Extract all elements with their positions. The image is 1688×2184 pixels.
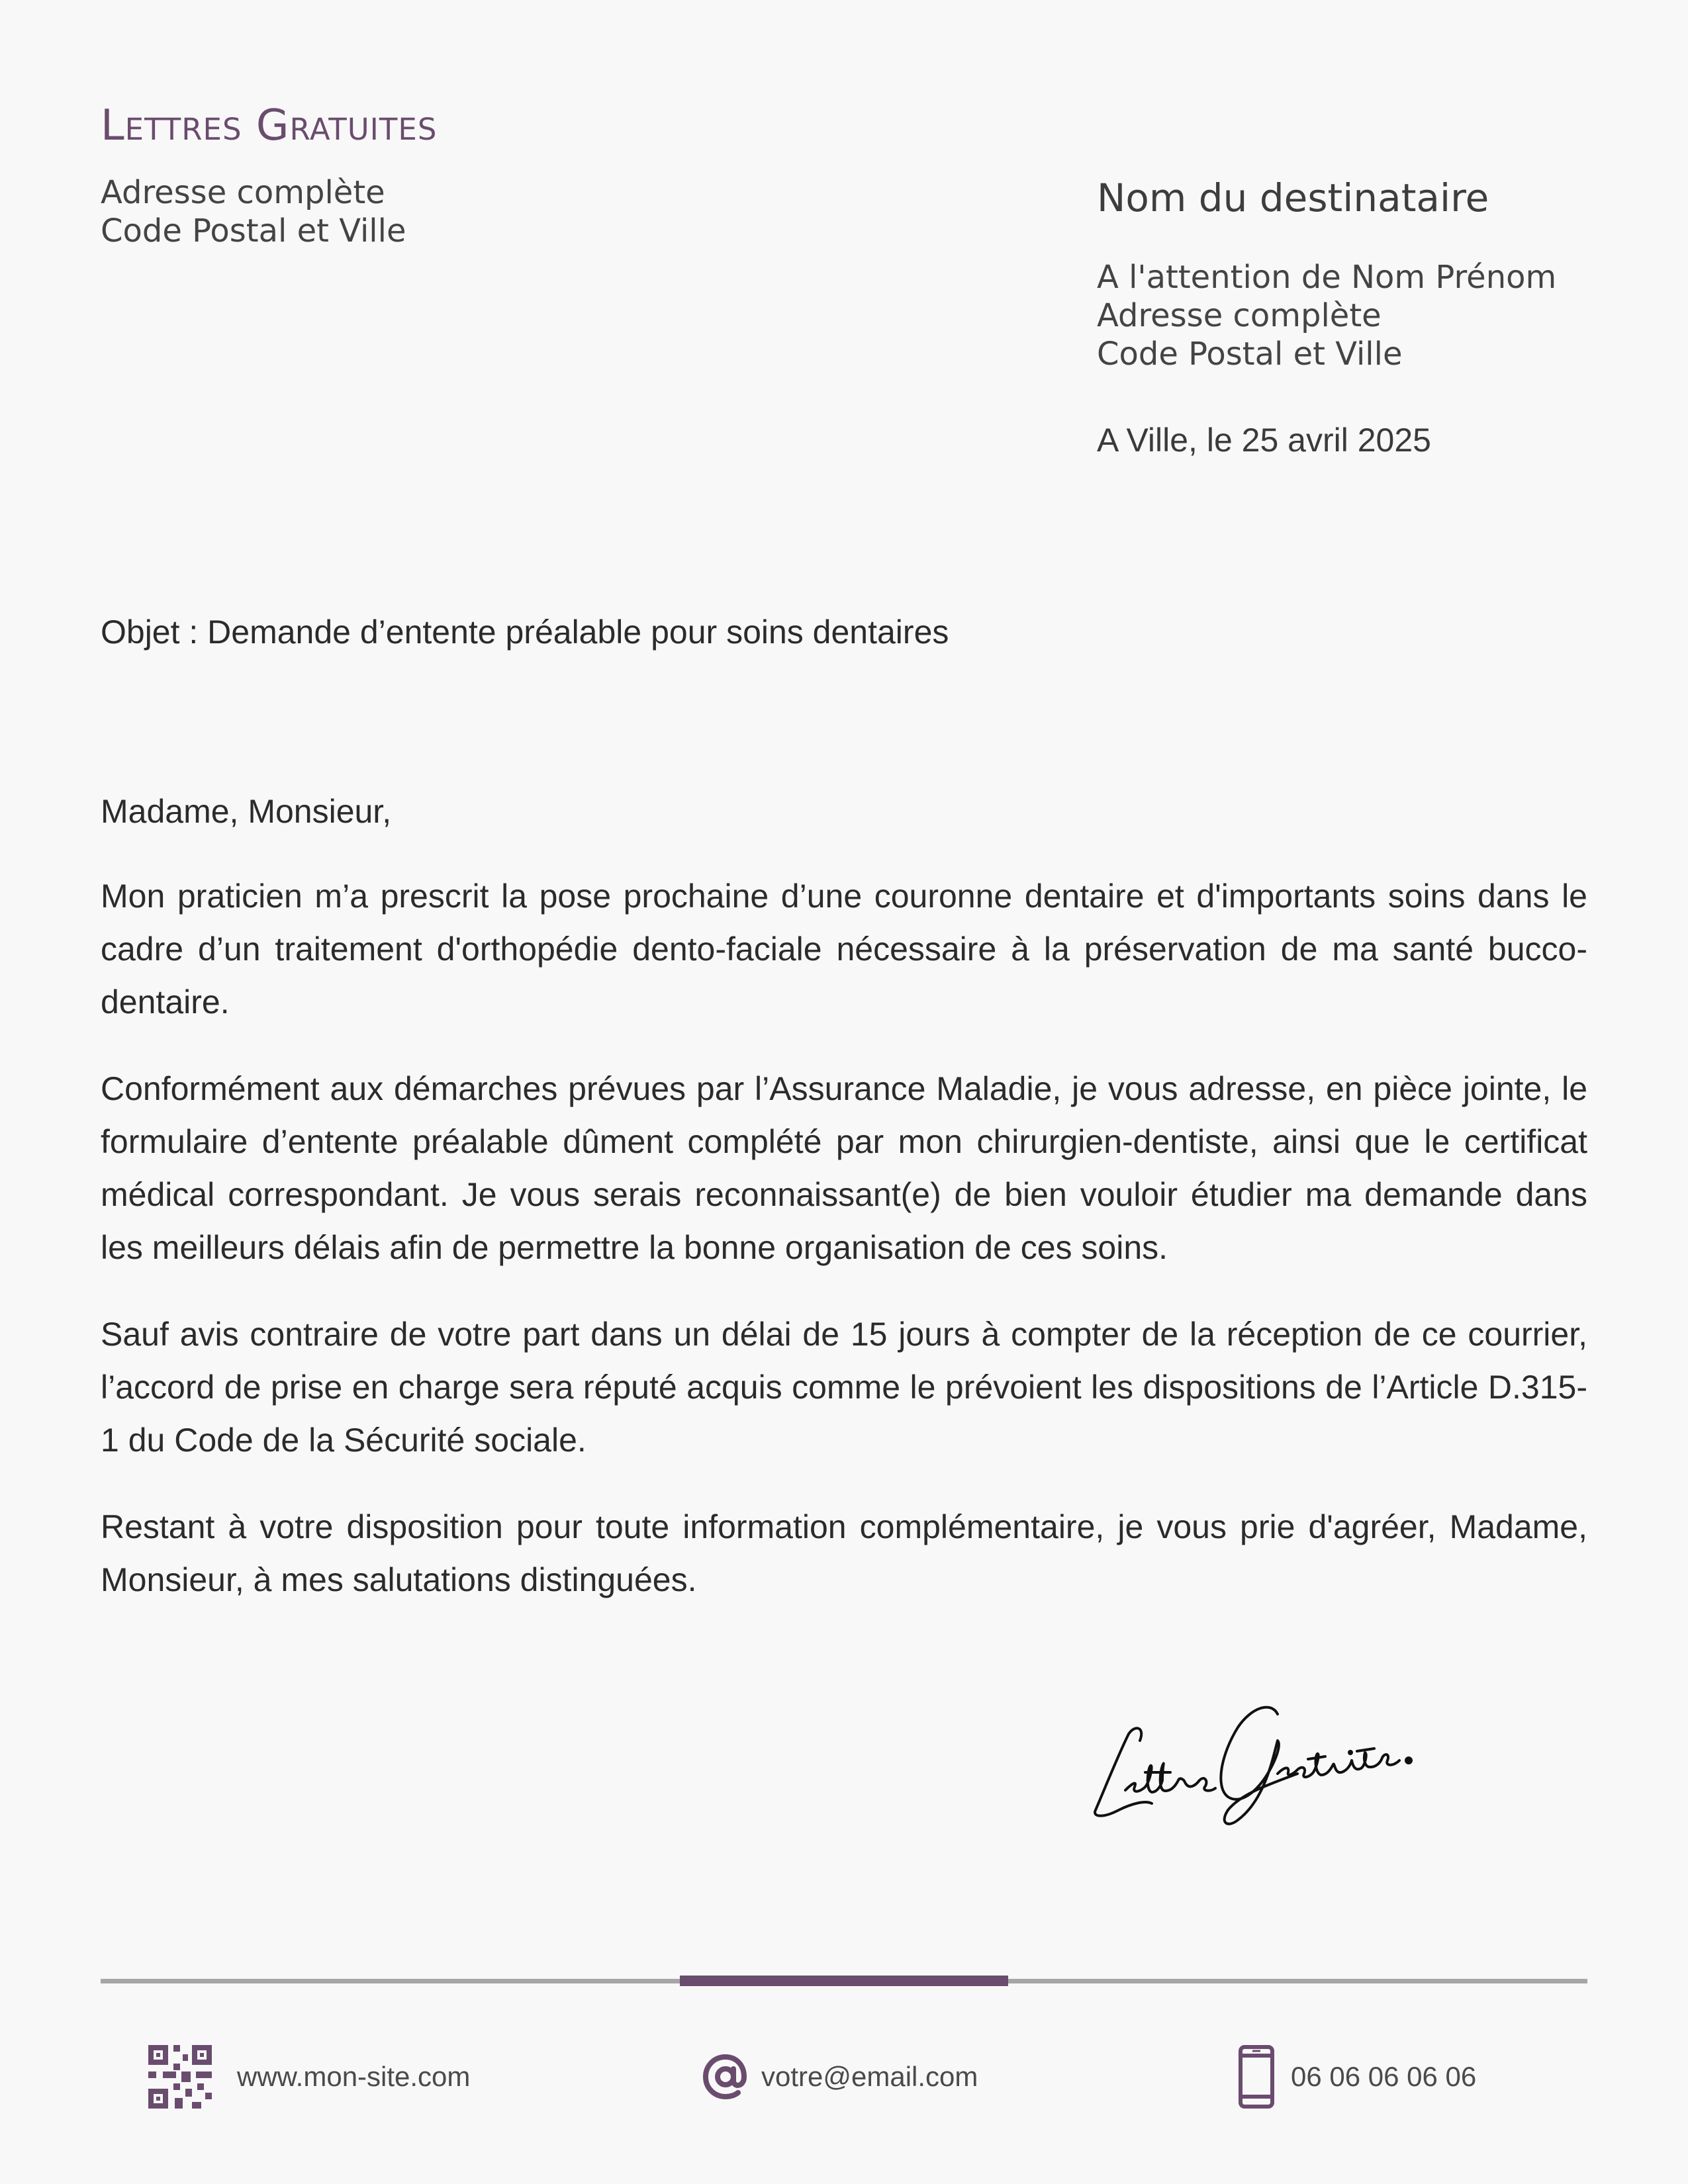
recipient-name: Nom du destinataire	[1097, 175, 1489, 220]
letter-date: A Ville, le 25 avril 2025	[1097, 422, 1431, 459]
qr-code-icon	[148, 2045, 212, 2109]
footer-phone-text[interactable]: 06 06 06 06 06	[1291, 2061, 1477, 2092]
handwritten-signature	[1079, 1674, 1436, 1833]
footer-phone	[1238, 2045, 1476, 2109]
sender-address	[101, 173, 406, 250]
recipient-attention-line: A l'attention de Nom Prénom	[1097, 259, 1557, 296]
letter-paragraph: Sauf avis contraire de votre part dans un délai de 15 jours à compter de la réception de ce courrier, l’accord de prise en charge sera réputé acquis comme le prévoient les dispositions de l’Article D.315-1 du Code de la Sécurité sociale.	[101, 1316, 1587, 1459]
letter-paragraph: Conformément aux démarches prévues par l’Assurance Maladie, je vous adresse, en pièce jointe, le formulaire d’entente préalable dûment complété par mon chirurgien-dentiste, ainsi que le certificat médical correspondant. Je vous serais reconnaissant(e) de bien vouloir étudier ma demande dans les meilleurs délais afin de permettre la bonne organisation de ces soins.	[101, 1070, 1587, 1266]
footer-website-text[interactable]: www.mon-site.com	[237, 2061, 471, 2092]
footer-website	[148, 2045, 470, 2109]
sender-city-line: Code Postal et Ville	[101, 212, 406, 250]
brand-name: Lettres Gratuites	[101, 101, 438, 150]
footer-divider-accent	[680, 1976, 1008, 1986]
letter-greeting: Madame, Monsieur,	[101, 793, 392, 830]
sender-address-line: Adresse complète	[101, 174, 385, 211]
recipient-address-line: Adresse complète	[1097, 297, 1382, 334]
recipient-city-line: Code Postal et Ville	[1097, 336, 1403, 373]
letter-paragraph: Mon praticien m’a prescrit la pose prochaine d’une couronne dentaire et d'importants soins dans le cadre d’un traitement d'orthopédie dento-faciale nécessaire à la préservation de ma santé bucco-dentaire.	[101, 878, 1587, 1021]
letter-body	[101, 785, 1587, 1640]
at-sign-icon	[702, 2053, 749, 2101]
letter-paragraph: Restant à votre disposition pour toute information complémentaire, je vous prie d'agréer, Madame, Monsieur, à mes salutations distinguées.	[101, 1508, 1587, 1598]
smartphone-icon	[1238, 2045, 1275, 2109]
footer-email	[702, 2045, 978, 2109]
footer-email-text[interactable]: votre@email.com	[761, 2061, 978, 2092]
recipient-address	[1097, 258, 1556, 373]
letter-subject: Objet : Demande d’entente préalable pour soins dentaires	[101, 614, 949, 651]
